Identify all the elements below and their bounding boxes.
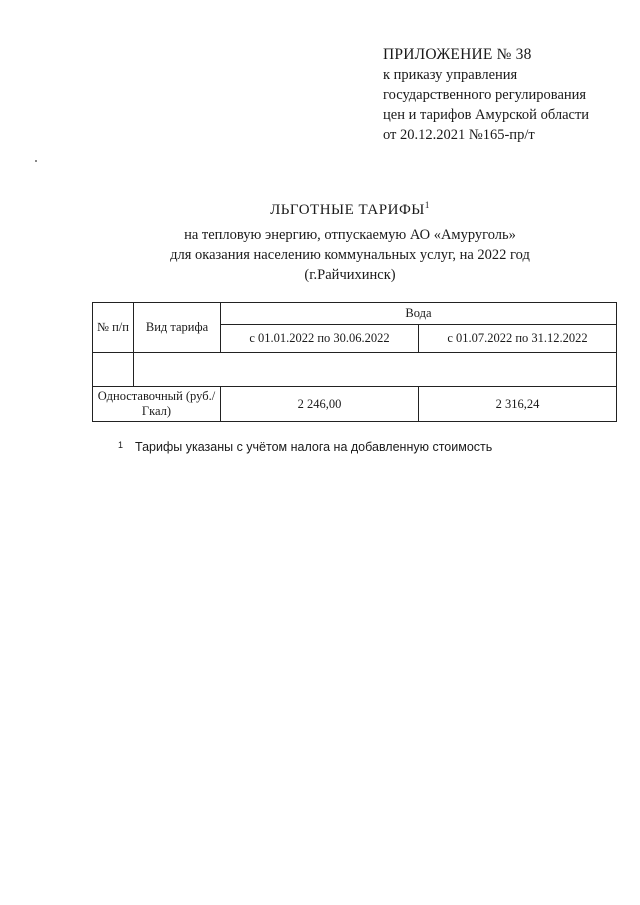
document-title — [90, 200, 610, 219]
heading-line-2: на тепловую энергию, отпускаемую АО «Амуруголь» — [184, 227, 516, 243]
footnote — [118, 440, 492, 454]
appendix-line-3: государственного регулирования — [383, 87, 587, 103]
title-footnote-mark: 1 — [424, 200, 430, 210]
appendix-line-5: от 20.12.2021 №165-пр/т — [383, 127, 535, 143]
document-title-text: ЛЬГОТНЫЕ ТАРИФЫ — [270, 202, 425, 218]
row-tariff-type: Одноставочный (руб./Гкал) — [93, 387, 221, 422]
header-water: Вода — [221, 303, 617, 325]
row-value-1: 2 246,00 — [221, 387, 419, 422]
appendix-line-2: к приказу управления — [383, 67, 518, 83]
empty-cell-span — [134, 353, 617, 387]
heading-line-3: для оказания населению коммунальных услуг, на 2022 год — [170, 247, 530, 263]
header-num: № п/п — [93, 303, 134, 353]
table-empty-row — [93, 353, 617, 387]
header-tariff-type: Вид тарифа — [134, 303, 221, 353]
document-heading — [90, 200, 610, 285]
scan-speck — [35, 160, 37, 162]
appendix-block — [383, 45, 628, 145]
footnote-text: Тарифы указаны с учётом налога на добавленную стоимость — [135, 440, 493, 454]
tariff-table — [92, 302, 617, 422]
footnote-mark: 1 — [118, 440, 124, 450]
row-value-2: 2 316,24 — [419, 387, 617, 422]
empty-cell-num — [93, 353, 134, 387]
header-period-2: с 01.07.2022 по 31.12.2022 — [419, 325, 617, 353]
appendix-line-4: цен и тарифов Амурской области — [383, 107, 590, 123]
header-period-1: с 01.01.2022 по 30.06.2022 — [221, 325, 419, 353]
table-header-row-1 — [93, 303, 617, 325]
appendix-title: ПРИЛОЖЕНИЕ № 38 — [383, 46, 532, 63]
table-row — [93, 387, 617, 422]
heading-line-4: (г.Райчихинск) — [304, 267, 396, 283]
